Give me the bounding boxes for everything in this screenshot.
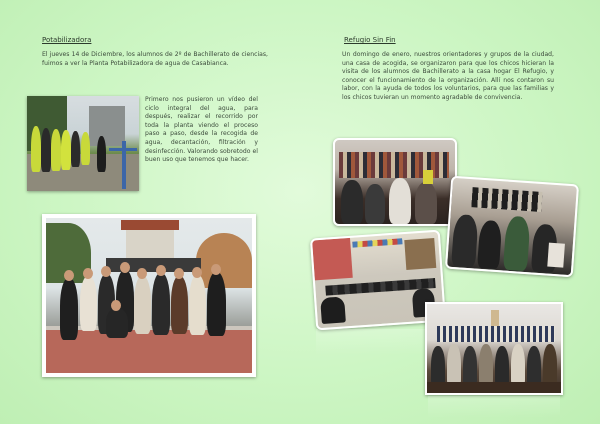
photo-clothing-store [333, 138, 457, 226]
heading-potabilizadora: Potabilizadora [42, 36, 92, 44]
photo-plant-visit [27, 96, 139, 191]
photo-chapel-group [425, 302, 563, 395]
intro-paragraph: El jueves 14 de Diciembre, los alumnos de 2º de Bachillerato de ciencias, fuimos a ver la Planta Potabilizadora de agua de Casabianca. [42, 51, 268, 67]
photo-group-outdoor [42, 214, 256, 377]
heading-refugio: Refugio Sin Fin [344, 36, 396, 44]
photo-volunteers-table [445, 176, 579, 278]
body-paragraph-left: Primero nos pusieron un vídeo del ciclo integral del agua, para después, realizar el recorrido por toda la planta viendo el proceso paso a paso, desde la recogida de agua, decantación, filtración y desinfección. Valorando sobretodo el buen uso que tenemos que hacer. [145, 96, 258, 164]
body-paragraph-right: Un domingo de enero, nuestros orientadores y grupos de la ciudad, una casa de acogida, se organizaron para que los chicos hicieran la visita de los alumnos de Bachillerato a la casa hogar El Refugio, y conocer el funcionamiento de la organización. Allí nos contaron su labor, con la ayuda de todos los voluntarios, para que las familias y los chicos tuvieran un momento agradable de convivencia. [342, 51, 554, 101]
